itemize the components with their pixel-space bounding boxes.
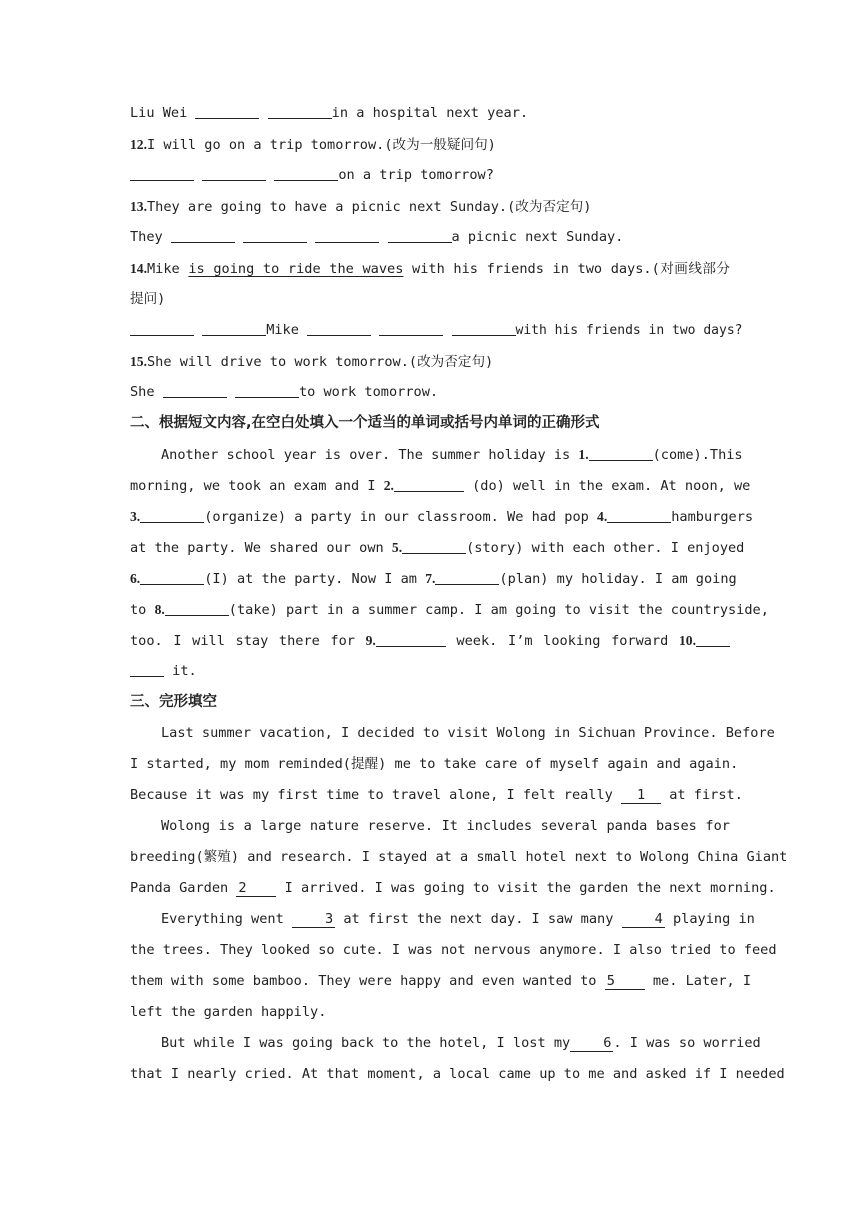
answer-blank[interactable]	[130, 662, 164, 677]
answer-blank[interactable]	[163, 383, 227, 398]
passage-line	[130, 842, 788, 873]
line-text: Mike	[266, 322, 299, 338]
passage-line	[130, 625, 730, 656]
passage-text: at the party. We shared our own	[130, 540, 392, 556]
passage-text: morning, we took an exam and I	[130, 478, 384, 494]
line-text: with his friends in two days?	[515, 323, 743, 338]
cloze-blank[interactable]: 1	[621, 788, 661, 804]
question-15	[130, 346, 730, 377]
passage-text: that I nearly cried. At that moment, a local came up to me and asked if I needed	[130, 1066, 785, 1082]
blank-number: 9.	[365, 633, 376, 648]
passage-text: Last summer vacation, I decided to visit Wolong in Sichuan Province. Before	[161, 725, 775, 741]
passage-line	[130, 1059, 785, 1090]
blank-number: 3.	[130, 509, 141, 524]
passage-text: (plan) my holiday. I am going	[499, 571, 737, 587]
passage-text: to	[130, 602, 155, 618]
passage-text: . I was so worried	[613, 1035, 761, 1051]
passage-text: (organize) a party in our classroom. We had pop	[204, 509, 598, 525]
question-14-cont	[130, 284, 730, 315]
line-text: a picnic next Sunday.	[451, 229, 624, 245]
section-2-heading: 二、根据短文内容,在空白处填入一个适当的单词或括号内单词的正确形式	[130, 415, 600, 431]
passage-text: Another school year is over. The summer holiday is	[161, 447, 579, 463]
question-text: Mike	[147, 261, 189, 277]
underlined-phrase: is going to ride the waves	[188, 261, 404, 277]
passage-line	[130, 780, 743, 811]
question-text: They are going to have a picnic next Sunday.(改为否定句)	[147, 199, 592, 215]
blank-number: 2.	[383, 478, 394, 493]
passage-line	[130, 873, 776, 904]
question-text: She will drive to work tomorrow.(改为否定句)	[147, 354, 494, 370]
answer-blank[interactable]	[452, 321, 516, 336]
answer-blank[interactable]	[130, 321, 194, 336]
answer-blank[interactable]	[165, 601, 229, 616]
blank-number: 1.	[578, 447, 589, 462]
answer-blank[interactable]	[379, 321, 443, 336]
answer-blank[interactable]	[171, 228, 235, 243]
passage-text: (do) well in the exam. At noon, we	[463, 478, 751, 494]
question-14	[130, 253, 730, 284]
answer-blank[interactable]	[140, 570, 204, 585]
answer-blank[interactable]	[376, 632, 446, 647]
passage-text: Wolong is a large nature reserve. It includes several panda bases for	[161, 818, 730, 834]
cloze-blank[interactable]: 5	[605, 974, 645, 990]
passage-line	[130, 470, 751, 501]
answer-blank[interactable]	[696, 632, 730, 647]
answer-blank[interactable]	[388, 228, 452, 243]
passage-text: Because it was my first time to travel alone, I felt really	[130, 787, 622, 803]
passage-text: hamburgers	[671, 509, 754, 525]
line-text: She	[130, 384, 155, 400]
blank-number: 5.	[391, 540, 403, 555]
passage-text: (I) at the party. Now I am	[204, 571, 426, 587]
answer-blank[interactable]	[589, 446, 653, 461]
passage-text: at first the next day. I saw many	[335, 911, 622, 927]
blank-number: 4.	[597, 509, 608, 524]
passage-text: But while I was going back to the hotel, I lost my	[161, 1035, 571, 1051]
cloze-blank[interactable]: 6	[570, 1036, 613, 1052]
passage-line	[130, 594, 769, 625]
passage-line	[130, 656, 730, 687]
line-text: They	[130, 229, 163, 245]
passage-text: playing in	[664, 911, 755, 927]
answer-blank[interactable]	[130, 166, 194, 181]
passage-line	[130, 718, 775, 749]
passage-text: the trees. They looked so cute. I was not nervous anymore. I also tried to feed	[130, 942, 777, 958]
passage-text: Everything went	[161, 911, 292, 927]
answer-line-14	[130, 315, 743, 346]
question-number: 15.	[130, 354, 147, 369]
answer-blank[interactable]	[394, 477, 464, 492]
question-text: I will go on a trip tomorrow.(改为一般疑问句)	[147, 137, 496, 153]
answer-line-12	[130, 160, 730, 191]
blank-number: 10.	[678, 633, 696, 648]
cloze-blank[interactable]: 2	[236, 881, 276, 897]
document-page	[130, 98, 788, 1090]
passage-text: I arrived. I was going to visit the garden the next morning.	[276, 880, 776, 896]
passage-line	[130, 749, 739, 780]
answer-blank[interactable]	[274, 166, 338, 181]
question-text: 提问)	[130, 291, 166, 307]
answer-blank[interactable]	[140, 508, 204, 523]
cloze-blank[interactable]: 4	[622, 912, 665, 928]
passage-text: breeding(繁殖) and research. I stayed at a small hotel next to Wolong China Giant	[130, 849, 788, 865]
passage-text: left the garden happily.	[130, 1004, 327, 1020]
passage-line	[130, 563, 737, 594]
answer-blank[interactable]	[402, 539, 466, 554]
passage-text: it.	[164, 663, 197, 679]
answer-blank[interactable]	[195, 104, 259, 119]
section-3-heading: 三、完形填空	[130, 694, 217, 710]
line-text: on a trip tomorrow?	[338, 167, 494, 183]
passage-line	[130, 811, 730, 842]
passage-text: week. I’m looking forward	[445, 633, 679, 649]
answer-blank[interactable]	[235, 383, 299, 398]
passage-line	[130, 1028, 761, 1059]
answer-blank[interactable]	[202, 321, 266, 336]
passage-line	[130, 997, 730, 1028]
passage-text: too. I will stay there for	[130, 633, 366, 649]
line-text: in a hospital next year.	[331, 105, 529, 121]
answer-blank[interactable]	[435, 570, 499, 585]
question-13	[130, 191, 730, 222]
passage-text: (come).This	[652, 447, 743, 463]
passage-line	[130, 532, 745, 563]
passage-line	[130, 439, 743, 470]
passage-line	[130, 501, 754, 532]
cloze-blank[interactable]: 3	[292, 912, 335, 928]
blank-number: 7.	[425, 571, 436, 586]
answer-line-11	[130, 98, 730, 129]
passage-text: at first.	[661, 787, 743, 803]
passage-text: I started, my mom reminded(提醒) me to take care of myself again and again.	[130, 756, 739, 772]
passage-line	[130, 935, 777, 966]
answer-blank[interactable]	[307, 321, 371, 336]
answer-blank[interactable]	[202, 166, 266, 181]
blank-number: 8.	[154, 602, 165, 617]
answer-line-13	[130, 222, 730, 253]
passage-text: (story) with each other. I enjoyed	[466, 540, 745, 556]
blank-number: 6.	[130, 571, 141, 586]
question-number: 14.	[130, 261, 147, 276]
question-text: with his friends in two days.(对画线部分	[403, 261, 730, 277]
question-12	[130, 129, 730, 160]
line-text: Liu Wei	[130, 105, 188, 121]
passage-line	[130, 904, 755, 935]
question-number: 13.	[130, 199, 147, 214]
passage-text: me. Later, I	[644, 973, 752, 989]
passage-text: Panda Garden	[130, 880, 237, 896]
passage-line	[130, 966, 752, 997]
answer-line-15	[130, 377, 730, 408]
answer-blank[interactable]	[315, 228, 379, 243]
passage-text: (take) part in a summer camp. I am going to visit the countryside,	[228, 602, 769, 618]
answer-blank[interactable]	[607, 508, 671, 523]
passage-text: them with some bamboo. They were happy and even wanted to	[130, 973, 605, 989]
answer-blank[interactable]	[243, 228, 307, 243]
question-number: 12.	[130, 137, 147, 152]
answer-blank[interactable]	[268, 104, 332, 119]
line-text: to work tomorrow.	[298, 384, 439, 400]
